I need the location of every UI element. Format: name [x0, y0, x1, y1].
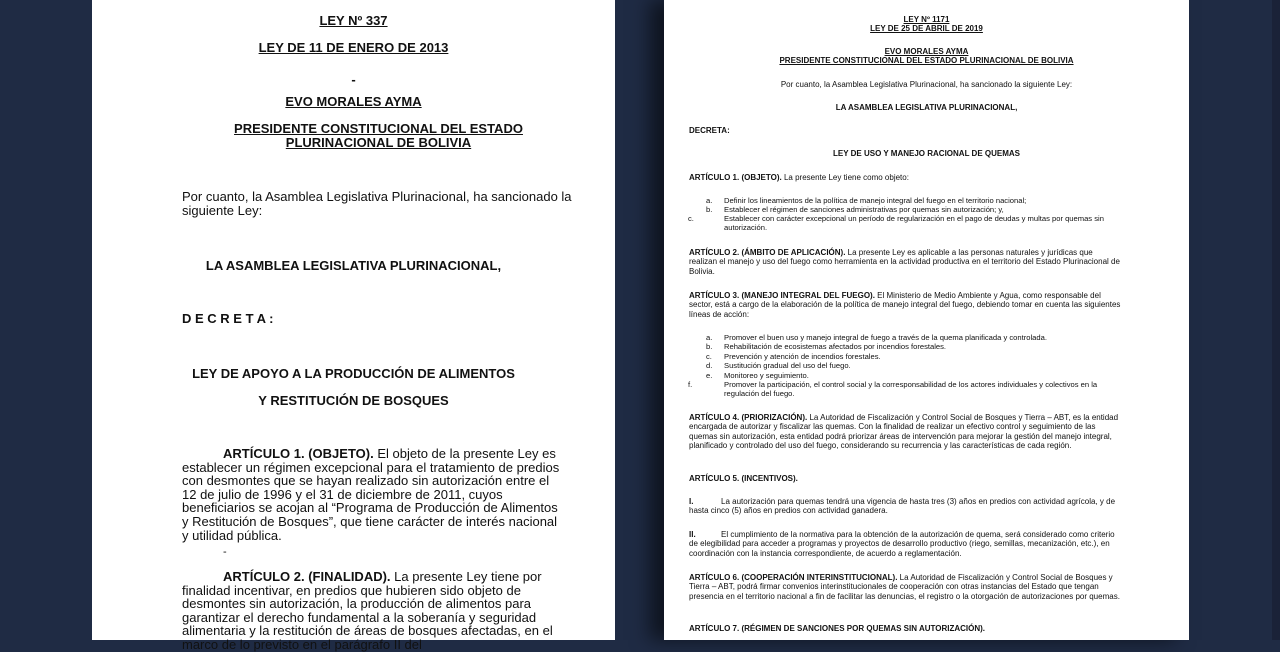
article-3-paragraph: [689, 291, 1121, 319]
article-6-paragraph: [689, 573, 1121, 601]
list-item: II. El cumplimiento de la normativa para la obtención de la autorización de quema, será considerado como criterio de elegibilidad para acceder a programas y proyectos de desarrollo productivo (riego, semillas, mecanización, etc.), en coordinación con la instancia correspondiente, de acuerdo a reglamentación.: [689, 530, 1115, 558]
document-page-ley-1171: [664, 0, 1189, 640]
separator-dash-2: -: [223, 546, 227, 558]
asamblea-heading: LA ASAMBLEA LEGISLATIVA PLURINACIONAL,: [205, 258, 502, 273]
law-date: LEY DE 25 DE ABRIL DE 2019: [870, 24, 983, 33]
law-title-line-1: LEY DE APOYO A LA PRODUCCIÓN DE ALIMENTOS: [192, 366, 515, 381]
por-cuanto-paragraph: Por cuanto, la Asamblea Legislativa Plurinacional, ha sancionado la siguiente Ley:: [780, 80, 1073, 89]
article-1-label: ARTÍCULO 1. (OBJETO).: [689, 173, 782, 182]
asamblea-heading: LA ASAMBLEA LEGISLATIVA PLURINACIONAL,: [835, 103, 1018, 112]
article-5-label: ARTÍCULO 5. (INCENTIVOS).: [689, 474, 798, 483]
separator-dash: -: [351, 72, 356, 87]
article-7-label: ARTÍCULO 7. (RÉGIMEN DE SANCIONES POR QUEMAS SIN AUTORIZACIÓN).: [689, 624, 986, 633]
decreta-heading: D E C R E T A :: [182, 311, 274, 326]
decreta-heading: DECRETA:: [689, 126, 730, 135]
president-title: PRESIDENTE CONSTITUCIONAL DEL ESTADO PLURINACIONAL DE BOLIVIA: [234, 121, 523, 150]
article-6-label: ARTÍCULO 6. (COOPERACIÓN INTERINSTITUCIONAL).: [689, 573, 898, 582]
article-4-paragraph: [689, 413, 1121, 451]
article-2-text: La presente Ley tiene por finalidad incentivar, en predios que hubieren sido objeto de desmontes sin autorización, la producción de alimentos para garantizar el derecho fundamental a la soberanía y seguridad alimentaria y la restitución de áreas de bosques afectadas, en el marco de lo previsto en el parágrafo II del: [182, 569, 553, 652]
document-page-ley-337: [92, 0, 615, 652]
article-1-text: El objeto de la presente Ley es establecer un régimen excepcional para el tratamiento de predios con desmontes que se hayan realizado sin autorización entre el 12 de julio de 1996 y el 31 de diciembre de 2011, cuyos beneficiarios se acojan al “Programa de Producción de Alimentos y Restitución de Bosques”, que tiene carácter de interés nacional y utilidad pública.: [182, 446, 560, 543]
article-6-text: La Autoridad de Fiscalización y Control Social de Bosques y Tierra – ABT, podrá firmar convenios interinstitucionales de cooperación con otras instancias del Estado que tengan presencia en el territorio nacional a fin de facilitar las denuncias, el registro o la otorgación de autorizaciones por quemas.: [689, 573, 1120, 601]
article-3-label: ARTÍCULO 3. (MANEJO INTEGRAL DEL FUEGO).: [689, 291, 875, 300]
list-item: b. Rehabilitación de ecosistemas afectados por incendios forestales.: [706, 342, 947, 351]
list-item: a. Definir los lineamientos de la política de manejo integral del fuego en el territorio nacional;: [706, 196, 1027, 205]
article-3-text: El Ministerio de Medio Ambiente y Agua, como responsable del sector, está a cargo de la elaboración de la política de manejo integral del fuego, debiendo tomar en cuenta las siguientes líneas de acción:: [689, 291, 1121, 319]
president-title: PRESIDENTE CONSTITUCIONAL DEL ESTADO PLURINACIONAL DE BOLIVIA: [779, 56, 1074, 65]
list-item: c. Prevención y atención de incendios forestales.: [706, 352, 881, 361]
list-item: f. Promover la participación, el control social y la corresponsabilidad de los actores individuales y colectivos en la regulación del fuego.: [688, 380, 1098, 399]
por-cuanto-paragraph: Por cuanto, la Asamblea Legislativa Plurinacional, ha sancionado la siguiente Ley:: [182, 189, 572, 218]
list-item: a. Promover el buen uso y manejo integral de fuego a través de la quema planificada y controlada.: [706, 333, 1047, 342]
article-2-paragraph: [689, 248, 1121, 276]
article-2-label: ARTÍCULO 2. (ÁMBITO DE APLICACIÓN).: [689, 248, 846, 257]
law-title-line-2: Y RESTITUCIÓN DE BOSQUES: [258, 393, 449, 408]
article-2-label: ARTÍCULO 2. (FINALIDAD).: [223, 569, 391, 584]
list-item: e. Monitoreo y seguimiento.: [706, 371, 809, 380]
law-number: LEY Nº 1171: [903, 15, 950, 24]
article-1-label: ARTÍCULO 1. (OBJETO).: [223, 446, 374, 461]
list-item: b. Establecer el régimen de sanciones administrativas por quemas sin autorización; y,: [706, 205, 1004, 214]
article-1-paragraph: [182, 447, 566, 542]
article-2-text: La presente Ley es aplicable a las personas naturales y jurídicas que realizan el manejo y uso del fuego como herramienta en la actividad productiva en el territorio del Estado Plurinacional de Bolivia.: [689, 248, 1120, 276]
list-item: c. Establecer con carácter excepcional un período de regularización en el pago de deudas y multas por quemas sin autorización.: [688, 214, 1104, 233]
article-1-paragraph: [689, 173, 1121, 182]
list-item: I. La autorización para quemas tendrá una vigencia de hasta tres (3) años en predios con actividad agrícola, y de hasta cinco (5) años en predios con actividad ganadera.: [689, 497, 1116, 516]
article-2-paragraph: [182, 570, 578, 652]
president-name: EVO MORALES AYMA: [884, 47, 969, 56]
article-1-text: La presente Ley tiene como objeto:: [781, 173, 909, 182]
list-item: d. Sustitución gradual del uso del fuego.: [706, 361, 851, 370]
scrollbar[interactable]: [1272, 0, 1280, 640]
article-4-label: ARTÍCULO 4. (PRIORIZACIÓN).: [689, 413, 808, 422]
article-4-text: La Autoridad de Fiscalización y Control Social de Bosques y Tierra – ABT, es la entidad encargada de autorizar y fiscalizar las quemas. Con la finalidad de realizar un efectivo control y seguimiento de las quemas sin autorización, esta entidad podrá priorizar áreas de intervención para mejorar la gestión del manejo integral, planificado y controlado del uso del fuego, considerando su recurrencia y las características de cada región.: [689, 413, 1119, 451]
law-date: LEY DE 11 DE ENERO DE 2013: [258, 40, 449, 55]
law-title: LEY DE USO Y MANEJO RACIONAL DE QUEMAS: [833, 149, 1020, 158]
law-number: LEY Nº 337: [319, 13, 388, 28]
president-name: EVO MORALES AYMA: [285, 94, 422, 109]
